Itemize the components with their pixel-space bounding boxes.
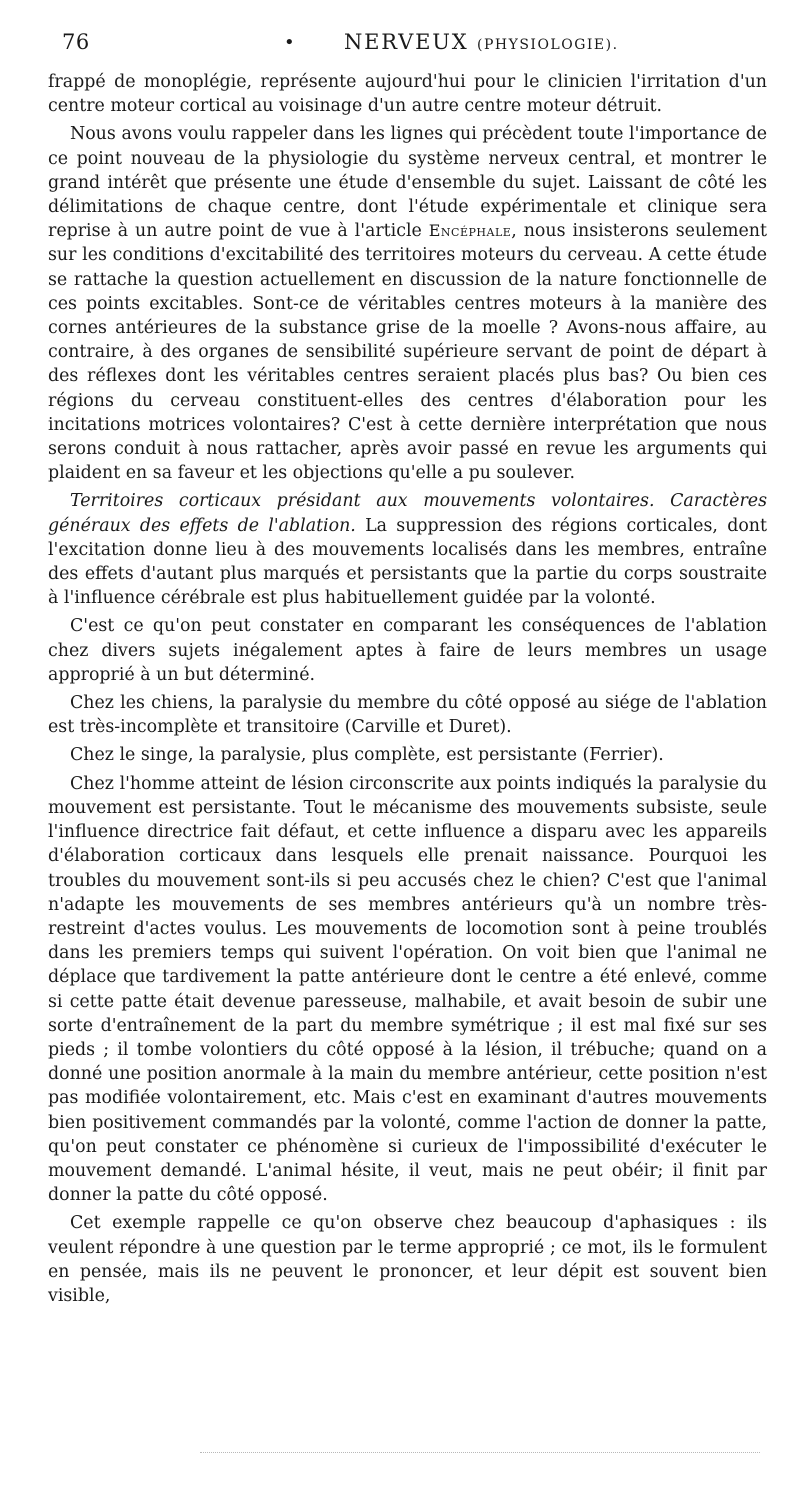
text-run: Chez l'homme atteint de lésion circonscrite aux points indiqués la paralysie du mouvement est persistante. Tout le mécanisme des mouvements subsiste, seule l'influence directrice fait défaut, et cette influence a disparu avec les appareils d'élaboration corticaux dans lesquels elle prenait naissance. Pourquoi les troubles du mouvement sont-ils si peu accusés chez le chien? C'est que l'animal n'adapte les mouvements de ses membres antérieurs qu'à un nombre très-restreint d'actes voulus. Les mouvements de locomotion sont à peine troublés dans les premiers temps qui suivent l'opération. On voit bien que l'animal ne déplace que tardivement la patte antérieure dont le centre a été enlevé, comme si cette patte était devenue paresseuse, malhabile, et avait besoin de subir une sorte d'entraînement de la part du membre symétrique ; il est mal fixé sur ses pieds ; il tombe volontiers du côté opposé à la lésion, il trébuche; quand on a donné une position anormale à la main du membre antérieur, cette position n'est pas modifiée volontairement, etc. Mais c'est en examinant d'autres mouvements bien positivement commandés par la volonté, comme l'action de donner la patte, qu'on peut constater ce phénomène si curieux de l'impossibilité d'exécuter le mouvement demandé. L'animal hésite, il veut, mais ne peut obéir; il finit par donner la patte du côté opposé. [48, 773, 767, 1206]
paragraph [48, 772, 767, 1208]
paragraph [48, 1211, 767, 1308]
page-bottom-rule [200, 1452, 760, 1453]
text-run: C'est ce qu'on peut constater en comparant les conséquences de l'ablation chez divers sujets inégalement aptes à faire de leurs membres un usage approprié à un but déterminé. [48, 616, 767, 685]
paragraph [48, 122, 767, 485]
text-run: , nous insisterons seulement sur les conditions d'excitabilité des territoires moteurs du cerveau. A cette étude se rattache la question actuellement en discussion de la nature fonctionnelle de ces points excitables. Sont-ce de véritables centres moteurs à la manière des cornes antérieures de la substance grise de la moelle ? Avons-nous affaire, au contraire, à des organes de sensibilité supérieure servant de point de départ à des réflexes dont les véritables centres seraient placés plus bas? Ou bien ces régions du cerveau constituent-elles des centres d'élaboration pour les incitations motrices volontaires? C'est à cette dernière interprétation que nous serons conduit à nous rattacher, après avoir passé en revue les arguments qui plaident en sa faveur et les objections qu'elle a pu soulever. [48, 221, 767, 484]
text-run: Nous avons voulu rappeler dans les lignes qui précèdent toute l'importance de ce point nouveau de la physiologie du système nerveux central, et montrer le grand intérêt que présente une étude d'ensemble du sujet. Laissant de côté les délimitations de chaque centre, dont l'étude expérimentale et clinique sera reprise à un autre point de vue à l'article [48, 124, 767, 242]
text-run: Chez le singe, la paralysie, plus complète, est persistante (Ferrier). [70, 745, 664, 766]
paragraph [48, 691, 767, 739]
cross-reference: Encéphale [428, 221, 512, 241]
header-ornament: • [284, 32, 295, 53]
text-run: La suppression des régions corticales, dont l'excitation donne lieu à des mouvements localisés dans les membres, entraîne des effets d'autant plus marqués et persistants que la partie du corps soustraite à l'influence cérébrale est plus habituellement guidée par la volonté. [48, 515, 767, 609]
paragraph [48, 70, 767, 118]
paragraph [48, 489, 767, 610]
running-title-sub: (PHYSIOLOGIE). [477, 37, 619, 53]
paragraph [48, 614, 767, 687]
page-number: 76 [62, 30, 90, 54]
text-run: Chez les chiens, la paralysie du membre du côté opposé au siége de l'ablation est très-incomplète et transitoire (Carville et Duret). [48, 693, 767, 738]
running-title [344, 30, 619, 54]
body-text [48, 70, 767, 1308]
paragraph [48, 743, 767, 767]
running-title-main: NERVEUX [344, 30, 469, 54]
italic-heading: Territoires corticaux présidant aux mouvements volontaires. Caractères généraux des effets de l'ablation. [48, 491, 767, 536]
text-run: Cet exemple rappelle ce qu'on observe chez beaucoup d'aphasiques : ils veulent répondre à une question par le terme approprié ; ce mot, ils le formulent en pensée, mais ils ne peuvent le prononcer, et leur dépit est souvent bien visible, [48, 1213, 767, 1306]
text-run: frappé de monoplégie, représente aujourd'hui pour le clinicien l'irritation d'un centre moteur cortical au voisinage d'un autre centre moteur détruit. [48, 72, 767, 117]
page-header [58, 26, 770, 60]
